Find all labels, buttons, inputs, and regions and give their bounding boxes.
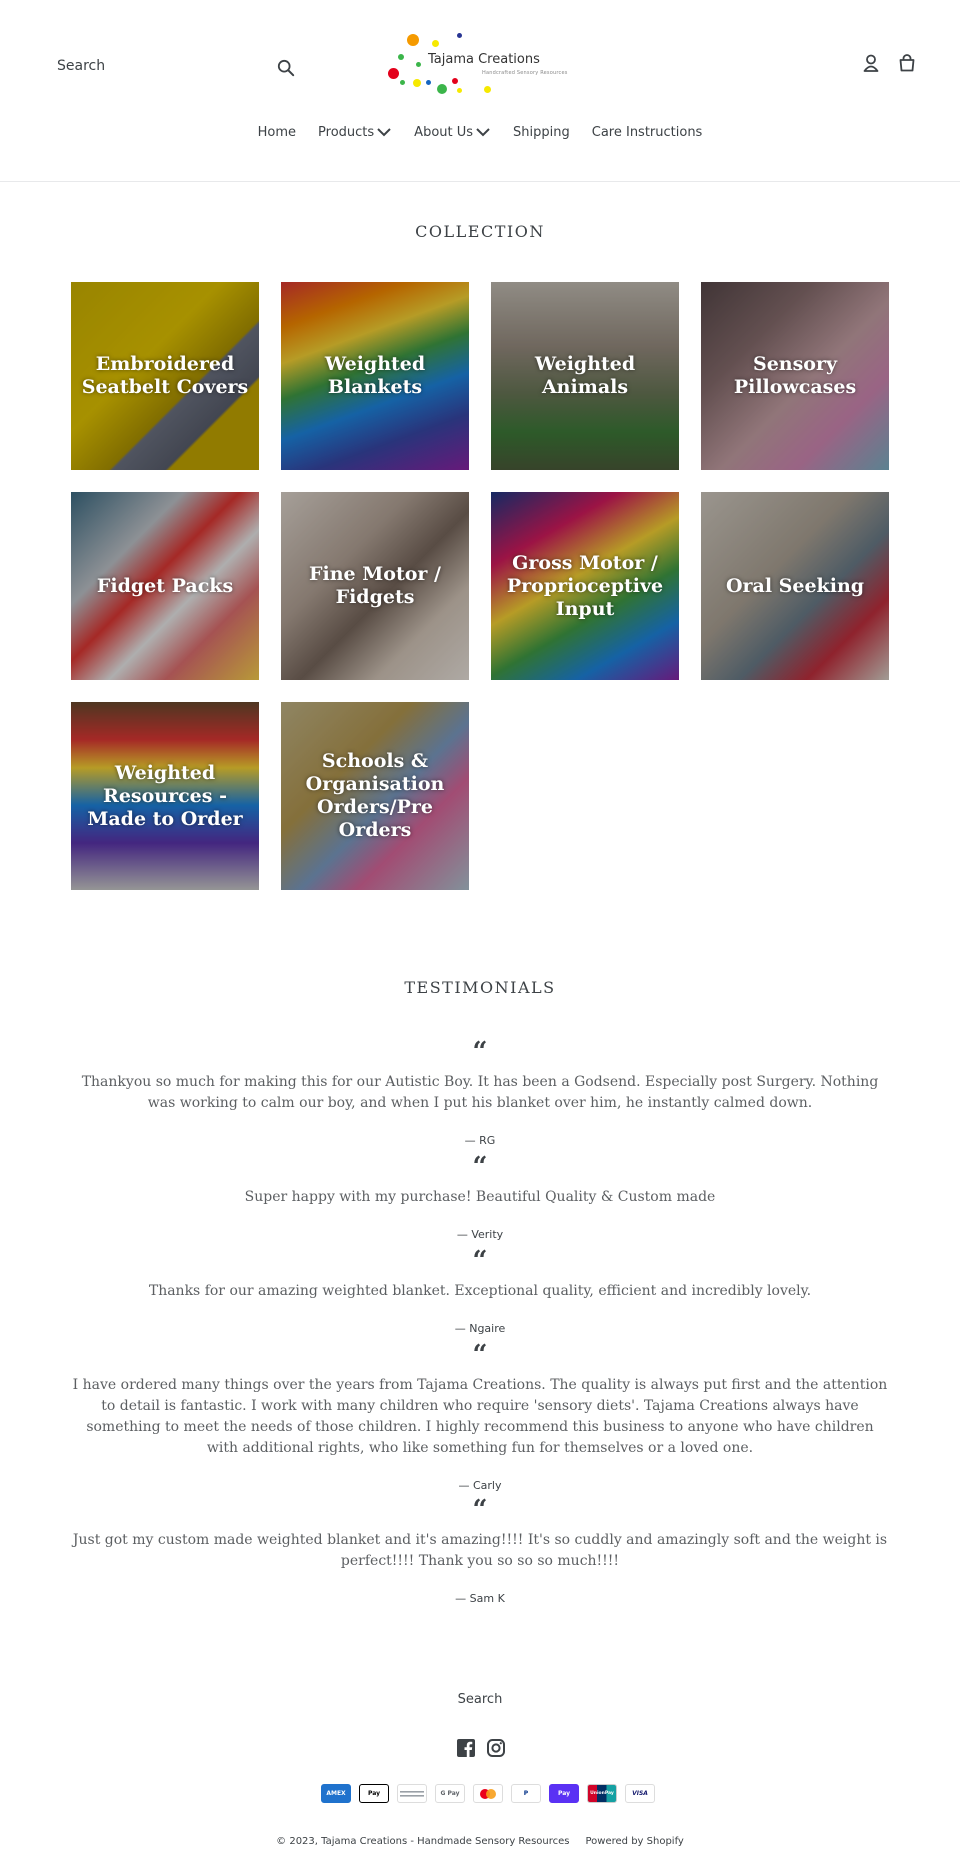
logo-title: Tajama Creations	[428, 52, 540, 67]
nav-label: Care Instructions	[591, 124, 703, 140]
testimonial-text: Thankyou so much for making this for our Autistic Boy. It has been a Godsend. Especially post Surgery. Nothing was working to calm our boy, and when I put his blanket over him, he instantly calmed down.	[81, 1074, 879, 1111]
site-header	[0, 0, 960, 182]
nav-label: Shipping	[513, 124, 570, 140]
testimonial	[71, 1152, 889, 1241]
collection-tile[interactable]	[281, 702, 469, 890]
collection-grid	[71, 282, 889, 890]
search-button[interactable]	[272, 54, 300, 82]
mastercard-icon	[473, 1784, 503, 1803]
payment-label: AMEX	[326, 1790, 346, 1797]
instagram-icon[interactable]	[486, 1738, 506, 1758]
collection-tile[interactable]	[71, 702, 259, 890]
collection-tile[interactable]	[701, 282, 889, 470]
powered-by-link[interactable]: Powered by Shopify	[585, 1836, 684, 1847]
logo-dot	[400, 80, 405, 85]
nav-label: Products	[318, 124, 375, 140]
testimonial-text: Super happy with my purchase! Beautiful Quality & Custom made	[244, 1189, 716, 1205]
google-pay-icon	[435, 1784, 465, 1803]
search-input[interactable]	[57, 58, 257, 74]
quote-icon: “	[472, 1037, 488, 1067]
collection-tile[interactable]	[491, 282, 679, 470]
quote-icon: “	[472, 1152, 488, 1182]
testimonial-author: — Carly	[458, 1479, 502, 1492]
footer-search-link[interactable]: Search	[457, 1692, 503, 1707]
search-icon	[277, 59, 295, 77]
quote-icon: “	[472, 1495, 488, 1525]
social-links	[456, 1738, 506, 1758]
testimonial-author: — RG	[464, 1134, 496, 1147]
collection-label: Weighted Resources - Made to Order	[87, 761, 243, 830]
payment-label: G Pay	[440, 1790, 460, 1797]
nav-label: About Us	[414, 124, 474, 140]
testimonial-text: Thanks for our amazing weighted blanket. Exceptional quality, efficient and incredibly lovely.	[148, 1283, 812, 1299]
logo-dot	[413, 79, 421, 87]
nav-label: Home	[257, 124, 297, 140]
quote-icon: “	[472, 1246, 488, 1276]
logo-dot	[388, 68, 399, 79]
logo-subtitle: Handcrafted Sensory Resources	[482, 70, 568, 76]
payment-label: Pay	[557, 1790, 570, 1797]
logo-dot	[407, 34, 419, 46]
testimonial-text: Just got my custom made weighted blanket and it's amazing!!!! It's so cuddly and amazingly soft and the weight is perfect!!!! Thank you so so so much!!!!	[72, 1532, 888, 1569]
mastercard-mark	[478, 1788, 498, 1800]
logo-dot	[432, 40, 439, 47]
collection-label: Sensory Pillowcases	[733, 353, 857, 398]
collection-label: Weighted Blankets	[324, 353, 426, 398]
payment-icons	[321, 1784, 655, 1803]
collection-label: Gross Motor / Proprioceptive Input	[506, 551, 664, 620]
testimonial-author: — Sam K	[455, 1592, 505, 1605]
chevron-down-icon	[475, 124, 491, 140]
facebook-icon[interactable]	[456, 1738, 476, 1758]
testimonial	[71, 1495, 889, 1605]
logo-dot	[416, 62, 421, 67]
amex-icon	[321, 1784, 351, 1803]
logo-dot	[398, 54, 404, 60]
nav-item-home[interactable]	[258, 124, 296, 140]
logo-dot	[457, 33, 462, 38]
logo-dot	[426, 80, 431, 85]
nav-item-about-us[interactable]	[414, 124, 491, 140]
header-icons	[860, 52, 918, 74]
diners-club-mark	[400, 1790, 424, 1798]
collection-label: Schools & Organisation Orders/Pre Orders	[305, 750, 445, 841]
logo-dot	[452, 78, 458, 84]
footer-copyright	[0, 1836, 960, 1847]
testimonials-title: TESTIMONIALS	[404, 978, 556, 997]
logo-dot	[457, 88, 462, 93]
payment-label: UnionPay	[590, 1791, 614, 1796]
testimonial	[71, 1340, 889, 1492]
collection-tile[interactable]	[71, 282, 259, 470]
site-logo[interactable]	[386, 28, 576, 100]
chevron-down-icon	[376, 124, 392, 140]
collection-title: COLLECTION	[415, 222, 545, 241]
payment-label: VISA	[632, 1790, 648, 1797]
header-search	[57, 50, 297, 82]
nav-item-shipping[interactable]	[513, 124, 570, 140]
paypal-icon	[511, 1784, 541, 1803]
cart-link[interactable]	[896, 52, 918, 74]
testimonial-author: — Verity	[456, 1228, 504, 1241]
main-nav	[0, 124, 960, 140]
copyright-link[interactable]: © 2023, Tajama Creations - Handmade Sensory Resources	[276, 1836, 570, 1847]
collection-label: Weighted Animals	[534, 353, 636, 398]
collection-tile[interactable]	[701, 492, 889, 680]
account-link[interactable]	[860, 52, 882, 74]
testimonial-text: I have ordered many things over the years from Tajama Creations. The quality is always put first and the attention to detail is fantastic. I work with many children who require 'sensory diets'. Tajama Creations always have something to meet the needs of those children. I highly recommend this business to anyone who have children with additional rights, who like something fun for themselves or a loved one.	[72, 1377, 888, 1456]
testimonial	[71, 1246, 889, 1335]
cart-icon	[898, 54, 916, 72]
testimonial-author: — Ngaire	[454, 1322, 506, 1335]
collection-label: Fidget Packs	[96, 574, 234, 597]
quote-icon: “	[472, 1340, 488, 1370]
collection-label: Embroidered Seatbelt Covers	[81, 353, 249, 398]
visa-icon	[625, 1784, 655, 1803]
payment-label: P	[523, 1790, 529, 1797]
collection-label: Oral Seeking	[725, 574, 865, 597]
collection-tile[interactable]	[281, 492, 469, 680]
collection-tile[interactable]	[281, 282, 469, 470]
shop-pay-icon	[549, 1784, 579, 1803]
logo-dot	[437, 84, 447, 94]
apple-pay-icon	[359, 1784, 389, 1803]
nav-item-care-instructions[interactable]	[592, 124, 703, 140]
collection-tile[interactable]	[71, 492, 259, 680]
diners-club-icon	[397, 1784, 427, 1803]
account-icon	[863, 54, 879, 72]
testimonial	[71, 1037, 889, 1147]
collection-label: Fine Motor / Fidgets	[309, 563, 441, 608]
union-pay-icon	[587, 1784, 617, 1803]
logo-dot	[484, 86, 491, 93]
nav-item-products[interactable]	[318, 124, 392, 140]
payment-label: Pay	[367, 1790, 380, 1797]
collection-tile[interactable]	[491, 492, 679, 680]
